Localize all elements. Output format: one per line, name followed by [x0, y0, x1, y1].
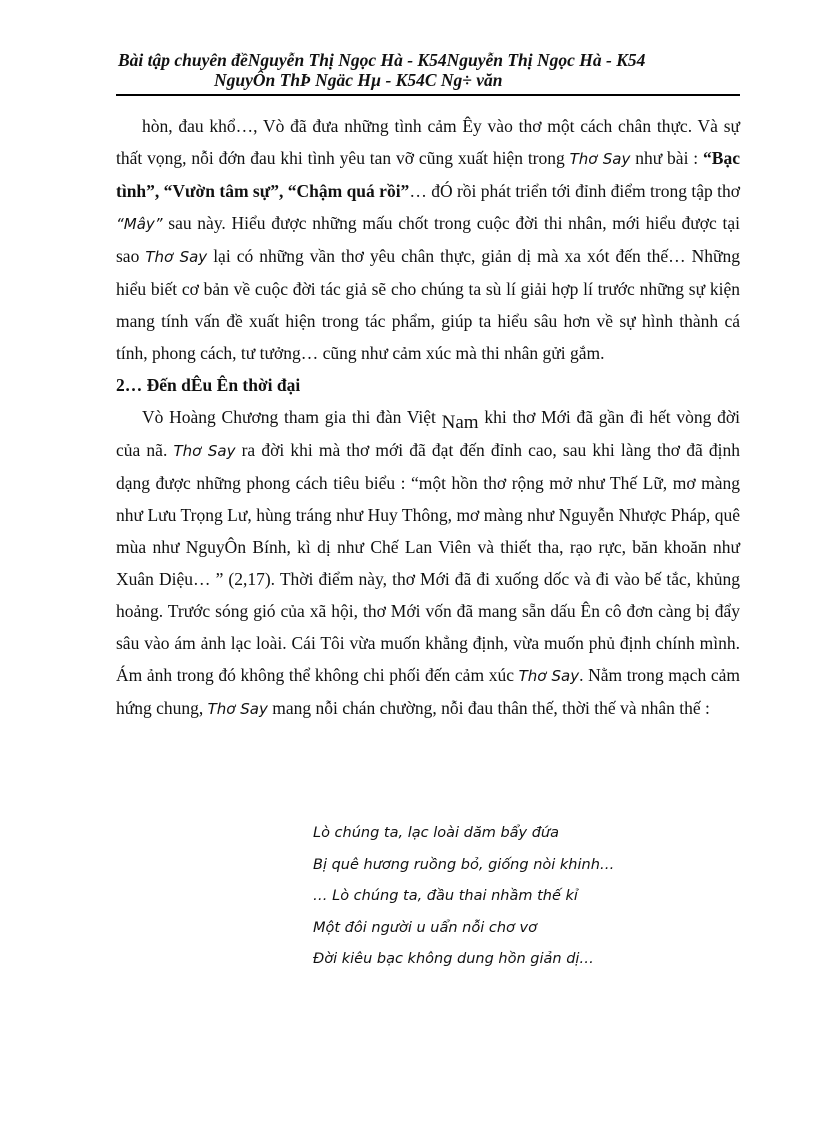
work-title-tho-say: Thơ Say — [569, 150, 631, 168]
poem-line: … Lò chúng ta, đầu thai nhầm thế kỉ — [313, 888, 578, 904]
text-span: . Nằm trong mạch cảm hứng chung, — [116, 665, 740, 718]
poem-line: Bị quê hương ruồng bỏ, giống nòi khinh… — [313, 856, 615, 873]
text-span: … đÓ rồi phát triển tới đỉnh điểm trong tập thơ — [409, 181, 740, 201]
page-header — [116, 50, 740, 90]
poem-line: Đời kiêu bạc không dung hồn giản dị… — [313, 951, 594, 967]
text-span: khi thơ Mới đã gần đi hết vòng đời của nã. — [116, 407, 740, 460]
text-span: sau này. Hiểu được những mấu chốt trong cuộc đời thi nhân, mới hiểu được tại sao — [116, 213, 740, 266]
main-text — [116, 110, 740, 725]
poem-excerpt — [313, 818, 733, 976]
text-span: Vò Hoàng Chương tham gia thi đàn Việt — [142, 407, 442, 427]
text-span: hòn, đau khổ…, Vò đã đưa những tình cảm Êy vào thơ một cách chân thực. Và sự thất vọng, nỗi đớn đau khi tình yêu tan vỡ cũng xuất hiện trong — [116, 116, 740, 168]
work-title-may: “Mây” — [116, 215, 163, 233]
poem-line: Một đôi người u uẩn nỗi chơ vơ — [313, 919, 537, 936]
text-span: mang nỗi chán chường, nỗi đau thân thế, thời thế và nhân thế : — [267, 698, 710, 718]
paragraph-1 — [116, 110, 740, 369]
work-title-tho-say: Thơ Say — [207, 700, 268, 718]
text-span: ra đời khi mà thơ mới đã đạt đến đỉnh cao, sau khi làng thơ đã định dạng được những phong cách tiêu biểu : “một hồn thơ rộng mở như Thế Lữ, mơ màng như Lưu Trọng Lư, hùng tráng như Huy Thông, mơ màng như Nguyễn Nhược Pháp, quê mùa như NguyÔn Bính, kì dị như Chế Lan Viên và thiết tha, rạo rực, băn khoăn như Xuân Diệu… ” (2,17). Thời điểm này, thơ Mới đã đi xuống dốc và đi vào bế tắc, khủng hoảng. Trước sóng gió của xã hội, thơ Mới vốn đã mang sẵn dấu Ên cô đơn càng bị đẩy sâu vào ám ảnh lạc loài. Cái Tôi vừa muốn khẳng định, vừa muốn phủ định chính mình. Ám ảnh trong đó không thể không chi phối đến cảm xúc — [116, 440, 740, 685]
header-title-line2: NguyÔn ThÞ Ngäc Hµ - K54C Ng÷ văn — [214, 70, 503, 90]
section-heading: 2… Đến dÊu Ên thời đại — [116, 375, 301, 395]
paragraph-2 — [116, 401, 740, 725]
work-title-tho-say: Thơ Say — [173, 442, 236, 460]
header-divider — [116, 94, 740, 96]
work-title-tho-say: Thơ Say — [518, 667, 580, 685]
text-span-nam: Nam — [441, 412, 479, 433]
poem-line: Lò chúng ta, lạc loài dăm bẩy đứa — [313, 825, 560, 841]
header-title-line1: Bài tập chuyên đềNguyễn Thị Ngọc Hà - K54Nguyễn Thị Ngọc Hà - K54 — [118, 50, 646, 70]
work-title-tho-say: Thơ Say — [145, 248, 208, 266]
poem-titles: “Bạc tình”, “Vườn tâm sự”, “Chậm quá rồi” — [116, 148, 740, 201]
text-span: như bài : — [630, 148, 704, 168]
text-span: lại có những vần thơ yêu chân thực, giản dị mà xa xót đến thế… Những hiểu biết cơ bản về cuộc đời tác giả sẽ cho chúng ta sù lí giải hợp lí trước những sự kiện mang tính vấn đề xuất hiện trong tác phẩm, giúp ta hiểu sâu hơn về sự hình thành cá tính, phong cách, tư tưởng… cũng như cảm xúc mà thi nhân gửi gắm. — [116, 246, 740, 363]
